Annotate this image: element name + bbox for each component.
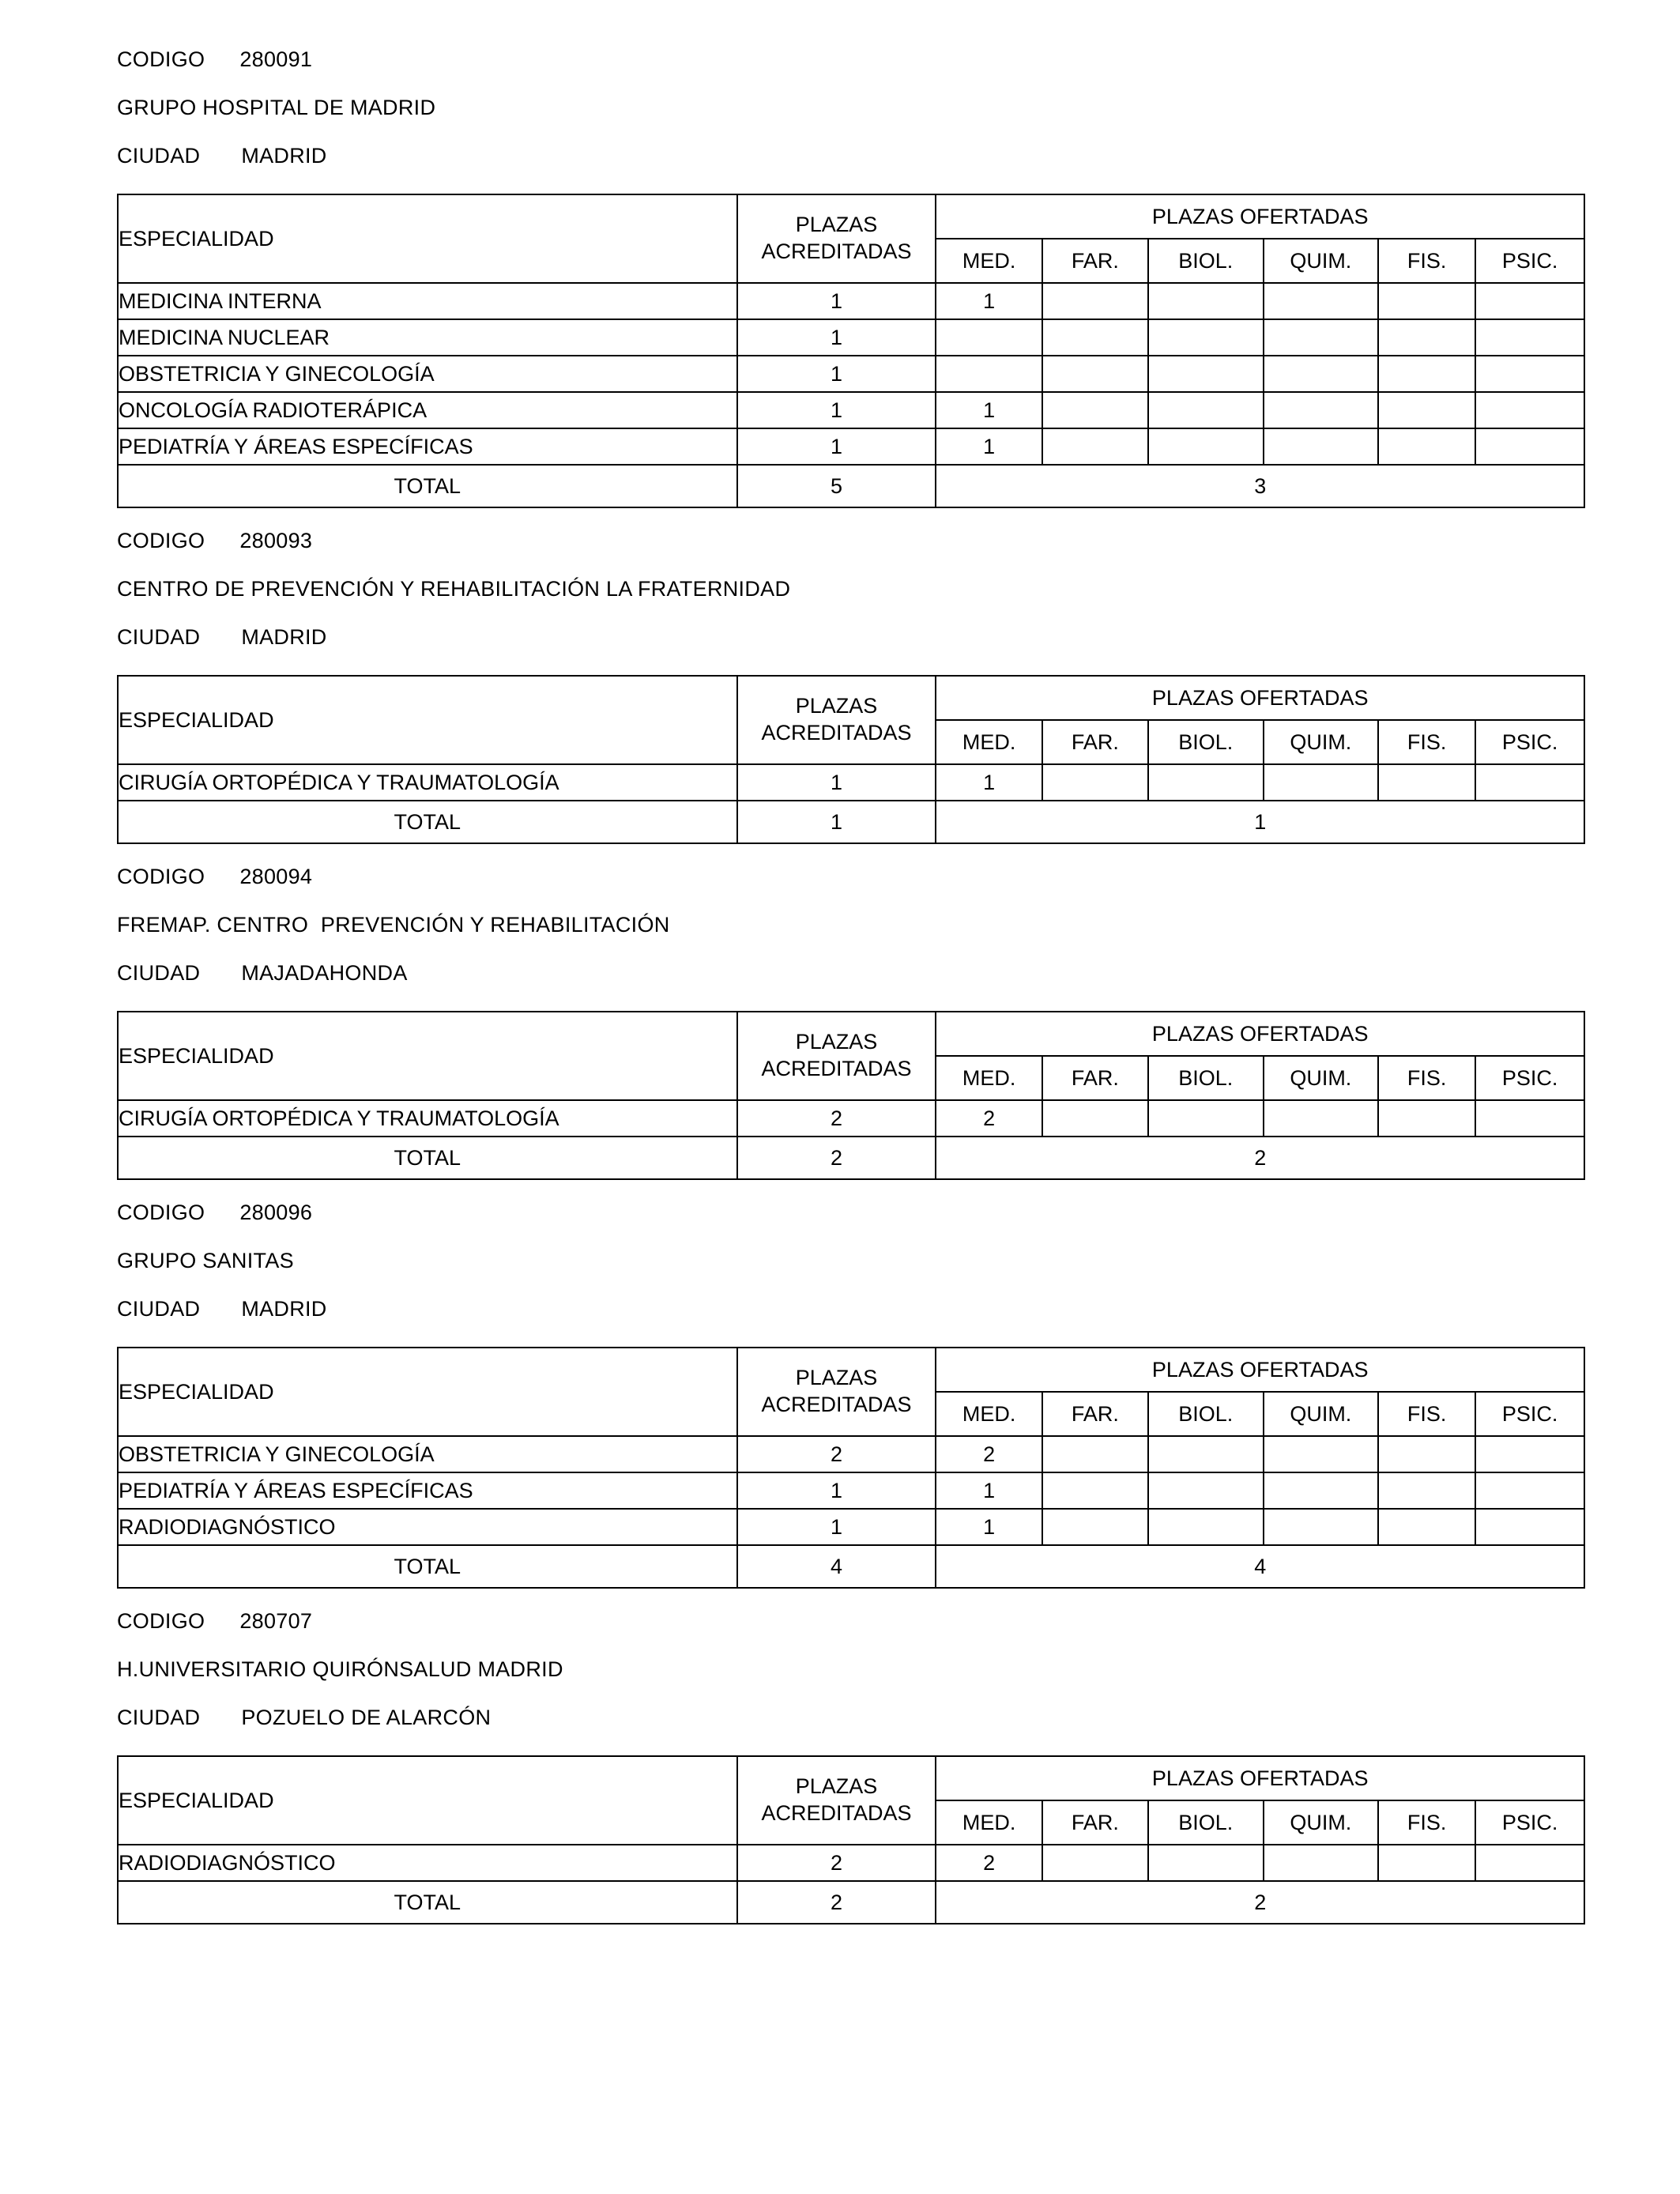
cell-especialidad: OBSTETRICIA Y GINECOLOGÍA <box>118 1436 737 1472</box>
ciudad-label: CIUDAD <box>117 1706 201 1729</box>
table-row <box>118 764 1584 801</box>
cell-far <box>1042 1436 1148 1472</box>
plazas-table <box>117 1011 1585 1180</box>
ciudad-value: MADRID <box>241 144 327 168</box>
header-sub-biol: BIOL. <box>1148 1392 1264 1436</box>
total-acreditadas: 1 <box>737 801 936 843</box>
cell-especialidad: MEDICINA NUCLEAR <box>118 319 737 356</box>
total-ofertadas: 2 <box>936 1881 1584 1924</box>
header-sub-quim: QUIM. <box>1264 1392 1379 1436</box>
codigo-line <box>117 49 1585 70</box>
cell-far <box>1042 1509 1148 1545</box>
header-plazas-acreditadas-l1: PLAZAS <box>795 694 878 718</box>
cell-med <box>936 356 1042 392</box>
codigo-line <box>117 866 1585 888</box>
header-sub-fis: FIS. <box>1378 1056 1475 1100</box>
codigo-line <box>117 530 1585 552</box>
cell-acreditadas: 1 <box>737 1509 936 1545</box>
cell-far <box>1042 764 1148 801</box>
cell-fis <box>1378 764 1475 801</box>
ciudad-line <box>117 1299 1585 1320</box>
total-acreditadas: 4 <box>737 1545 936 1588</box>
header-sub-med: MED. <box>936 720 1042 764</box>
cell-especialidad: PEDIATRÍA Y ÁREAS ESPECÍFICAS <box>118 428 737 465</box>
plazas-table <box>117 675 1585 844</box>
cell-med: 2 <box>936 1436 1042 1472</box>
cell-quim <box>1264 356 1379 392</box>
total-ofertadas: 3 <box>936 465 1584 507</box>
cell-quim <box>1264 1845 1379 1881</box>
cell-med: 1 <box>936 764 1042 801</box>
ciudad-label: CIUDAD <box>117 961 201 985</box>
header-sub-psic: PSIC. <box>1475 1800 1584 1845</box>
cell-far <box>1042 1472 1148 1509</box>
cell-psic <box>1475 356 1584 392</box>
cell-biol <box>1148 1472 1264 1509</box>
cell-biol <box>1148 1436 1264 1472</box>
table-row <box>118 319 1584 356</box>
table-row <box>118 1100 1584 1137</box>
ciudad-line <box>117 963 1585 984</box>
centro-name: GRUPO SANITAS <box>117 1249 294 1272</box>
cell-especialidad: CIRUGÍA ORTOPÉDICA Y TRAUMATOLOGÍA <box>118 1100 737 1137</box>
header-especialidad: ESPECIALIDAD <box>118 1348 737 1436</box>
ciudad-label: CIUDAD <box>117 625 201 649</box>
cell-quim <box>1264 392 1379 428</box>
table-total-row <box>118 1545 1584 1588</box>
cell-biol <box>1148 1509 1264 1545</box>
total-ofertadas: 2 <box>936 1137 1584 1179</box>
table-total-row <box>118 801 1584 843</box>
codigo-label: CODIGO <box>117 1609 205 1633</box>
cell-quim <box>1264 1436 1379 1472</box>
cell-acreditadas: 1 <box>737 356 936 392</box>
cell-med: 1 <box>936 1509 1042 1545</box>
cell-fis <box>1378 319 1475 356</box>
cell-psic <box>1475 1845 1584 1881</box>
header-sub-fis: FIS. <box>1378 1392 1475 1436</box>
header-especialidad: ESPECIALIDAD <box>118 1012 737 1100</box>
header-plazas-acreditadas-l2: ACREDITADAS <box>761 1057 912 1080</box>
codigo-label: CODIGO <box>117 865 205 888</box>
ciudad-label: CIUDAD <box>117 144 201 168</box>
header-plazas-acreditadas-l2: ACREDITADAS <box>761 239 912 263</box>
header-sub-psic: PSIC. <box>1475 1392 1584 1436</box>
cell-psic <box>1475 428 1584 465</box>
table-row <box>118 428 1584 465</box>
table-row <box>118 1845 1584 1881</box>
header-plazas-acreditadas-l2: ACREDITADAS <box>761 1801 912 1825</box>
plazas-table <box>117 1755 1585 1924</box>
header-plazas-acreditadas-l1: PLAZAS <box>795 1774 878 1799</box>
cell-biol <box>1148 392 1264 428</box>
codigo-label: CODIGO <box>117 1201 205 1224</box>
cell-acreditadas: 2 <box>737 1436 936 1472</box>
cell-far <box>1042 392 1148 428</box>
table-row <box>118 1436 1584 1472</box>
header-plazas-ofertadas: PLAZAS OFERTADAS <box>936 1756 1584 1800</box>
cell-especialidad: MEDICINA INTERNA <box>118 283 737 319</box>
cell-med: 1 <box>936 392 1042 428</box>
header-plazas-ofertadas: PLAZAS OFERTADAS <box>936 194 1584 239</box>
header-plazas-acreditadas <box>737 676 936 764</box>
cell-fis <box>1378 356 1475 392</box>
cell-quim <box>1264 428 1379 465</box>
header-sub-med: MED. <box>936 239 1042 283</box>
cell-far <box>1042 428 1148 465</box>
cell-fis <box>1378 392 1475 428</box>
cell-acreditadas: 1 <box>737 392 936 428</box>
header-sub-fis: FIS. <box>1378 720 1475 764</box>
codigo-value: 280091 <box>239 47 313 71</box>
cell-far <box>1042 319 1148 356</box>
cell-quim <box>1264 319 1379 356</box>
header-sub-fis: FIS. <box>1378 239 1475 283</box>
cell-med: 1 <box>936 283 1042 319</box>
table-total-row <box>118 1137 1584 1179</box>
cell-fis <box>1378 1472 1475 1509</box>
cell-med: 1 <box>936 428 1042 465</box>
cell-psic <box>1475 1436 1584 1472</box>
cell-biol <box>1148 283 1264 319</box>
table-row <box>118 1509 1584 1545</box>
ciudad-value: MADRID <box>241 1297 327 1321</box>
codigo-label: CODIGO <box>117 529 205 552</box>
cell-psic <box>1475 392 1584 428</box>
codigo-value: 280093 <box>239 529 313 552</box>
ciudad-line <box>117 1707 1585 1728</box>
center-block <box>117 866 1585 1180</box>
center-block <box>117 1202 1585 1589</box>
header-especialidad: ESPECIALIDAD <box>118 194 737 283</box>
table-row <box>118 392 1584 428</box>
header-sub-far: FAR. <box>1042 1800 1148 1845</box>
cell-quim <box>1264 1509 1379 1545</box>
cell-fis <box>1378 1509 1475 1545</box>
cell-especialidad: CIRUGÍA ORTOPÉDICA Y TRAUMATOLOGÍA <box>118 764 737 801</box>
header-sub-med: MED. <box>936 1056 1042 1100</box>
cell-acreditadas: 1 <box>737 283 936 319</box>
cell-acreditadas: 1 <box>737 764 936 801</box>
header-sub-quim: QUIM. <box>1264 239 1379 283</box>
table-total-row <box>118 465 1584 507</box>
centro-name: CENTRO DE PREVENCIÓN Y REHABILITACIÓN LA FRATERNIDAD <box>117 577 791 601</box>
cell-especialidad: ONCOLOGÍA RADIOTERÁPICA <box>118 392 737 428</box>
cell-especialidad: RADIODIAGNÓSTICO <box>118 1845 737 1881</box>
cell-acreditadas: 1 <box>737 319 936 356</box>
header-sub-med: MED. <box>936 1800 1042 1845</box>
header-sub-psic: PSIC. <box>1475 1056 1584 1100</box>
header-sub-far: FAR. <box>1042 1392 1148 1436</box>
header-plazas-ofertadas: PLAZAS OFERTADAS <box>936 676 1584 720</box>
header-sub-fis: FIS. <box>1378 1800 1475 1845</box>
header-plazas-acreditadas-l2: ACREDITADAS <box>761 721 912 745</box>
total-acreditadas: 2 <box>737 1137 936 1179</box>
cell-fis <box>1378 1436 1475 1472</box>
cell-fis <box>1378 1100 1475 1137</box>
cell-med: 2 <box>936 1100 1042 1137</box>
total-label: TOTAL <box>118 1137 737 1179</box>
header-sub-far: FAR. <box>1042 239 1148 283</box>
total-acreditadas: 2 <box>737 1881 936 1924</box>
codigo-label: CODIGO <box>117 47 205 71</box>
centro-name: GRUPO HOSPITAL DE MADRID <box>117 96 436 119</box>
cell-biol <box>1148 1845 1264 1881</box>
cell-psic <box>1475 319 1584 356</box>
ciudad-line <box>117 145 1585 167</box>
cell-med: 1 <box>936 1472 1042 1509</box>
ciudad-value: POZUELO DE ALARCÓN <box>241 1706 492 1729</box>
ciudad-line <box>117 627 1585 648</box>
centro-name: FREMAP. CENTRO PREVENCIÓN Y REHABILITACIÓN <box>117 913 670 937</box>
cell-quim <box>1264 283 1379 319</box>
total-label: TOTAL <box>118 465 737 507</box>
cell-fis <box>1378 1845 1475 1881</box>
cell-biol <box>1148 319 1264 356</box>
center-block <box>117 49 1585 508</box>
header-plazas-acreditadas-l1: PLAZAS <box>795 1030 878 1054</box>
header-plazas-acreditadas <box>737 1012 936 1100</box>
ciudad-value: MAJADAHONDA <box>241 961 408 985</box>
cell-psic <box>1475 1100 1584 1137</box>
cell-acreditadas: 2 <box>737 1845 936 1881</box>
cell-quim <box>1264 1100 1379 1137</box>
cell-med: 2 <box>936 1845 1042 1881</box>
ciudad-value: MADRID <box>241 625 327 649</box>
center-block <box>117 530 1585 844</box>
plazas-table <box>117 1347 1585 1589</box>
header-sub-psic: PSIC. <box>1475 239 1584 283</box>
header-sub-quim: QUIM. <box>1264 1056 1379 1100</box>
total-ofertadas: 4 <box>936 1545 1584 1588</box>
cell-acreditadas: 1 <box>737 1472 936 1509</box>
header-sub-psic: PSIC. <box>1475 720 1584 764</box>
total-label: TOTAL <box>118 1545 737 1588</box>
codigo-line <box>117 1611 1585 1632</box>
cell-psic <box>1475 283 1584 319</box>
codigo-value: 280094 <box>239 865 313 888</box>
header-sub-biol: BIOL. <box>1148 720 1264 764</box>
total-label: TOTAL <box>118 801 737 843</box>
header-sub-biol: BIOL. <box>1148 1800 1264 1845</box>
header-plazas-ofertadas: PLAZAS OFERTADAS <box>936 1012 1584 1056</box>
cell-especialidad: OBSTETRICIA Y GINECOLOGÍA <box>118 356 737 392</box>
cell-biol <box>1148 764 1264 801</box>
codigo-line <box>117 1202 1585 1223</box>
cell-acreditadas: 1 <box>737 428 936 465</box>
ciudad-label: CIUDAD <box>117 1297 201 1321</box>
header-plazas-acreditadas-l1: PLAZAS <box>795 213 878 237</box>
header-plazas-acreditadas <box>737 194 936 283</box>
cell-med <box>936 319 1042 356</box>
header-especialidad: ESPECIALIDAD <box>118 676 737 764</box>
cell-far <box>1042 1845 1148 1881</box>
center-block <box>117 1611 1585 1924</box>
cell-far <box>1042 356 1148 392</box>
cell-fis <box>1378 283 1475 319</box>
cell-biol <box>1148 428 1264 465</box>
codigo-value: 280707 <box>239 1609 313 1633</box>
total-acreditadas: 5 <box>737 465 936 507</box>
table-total-row <box>118 1881 1584 1924</box>
header-sub-biol: BIOL. <box>1148 239 1264 283</box>
cell-fis <box>1378 428 1475 465</box>
table-row <box>118 356 1584 392</box>
cell-biol <box>1148 1100 1264 1137</box>
total-ofertadas: 1 <box>936 801 1584 843</box>
header-sub-biol: BIOL. <box>1148 1056 1264 1100</box>
cell-biol <box>1148 356 1264 392</box>
table-row <box>118 283 1584 319</box>
cell-quim <box>1264 764 1379 801</box>
cell-psic <box>1475 1509 1584 1545</box>
header-sub-quim: QUIM. <box>1264 1800 1379 1845</box>
header-sub-med: MED. <box>936 1392 1042 1436</box>
centro-name: H.UNIVERSITARIO QUIRÓNSALUD MADRID <box>117 1657 563 1681</box>
cell-acreditadas: 2 <box>737 1100 936 1137</box>
header-sub-quim: QUIM. <box>1264 720 1379 764</box>
cell-quim <box>1264 1472 1379 1509</box>
cell-far <box>1042 1100 1148 1137</box>
header-sub-far: FAR. <box>1042 720 1148 764</box>
codigo-value: 280096 <box>239 1201 313 1224</box>
total-label: TOTAL <box>118 1881 737 1924</box>
header-plazas-acreditadas-l2: ACREDITADAS <box>761 1393 912 1416</box>
cell-psic <box>1475 1472 1584 1509</box>
cell-psic <box>1475 764 1584 801</box>
header-plazas-acreditadas-l1: PLAZAS <box>795 1366 878 1390</box>
cell-far <box>1042 283 1148 319</box>
header-especialidad: ESPECIALIDAD <box>118 1756 737 1845</box>
cell-especialidad: PEDIATRÍA Y ÁREAS ESPECÍFICAS <box>118 1472 737 1509</box>
table-row <box>118 1472 1584 1509</box>
cell-especialidad: RADIODIAGNÓSTICO <box>118 1509 737 1545</box>
header-plazas-ofertadas: PLAZAS OFERTADAS <box>936 1348 1584 1392</box>
header-plazas-acreditadas <box>737 1756 936 1845</box>
header-sub-far: FAR. <box>1042 1056 1148 1100</box>
plazas-table <box>117 194 1585 508</box>
header-plazas-acreditadas <box>737 1348 936 1436</box>
